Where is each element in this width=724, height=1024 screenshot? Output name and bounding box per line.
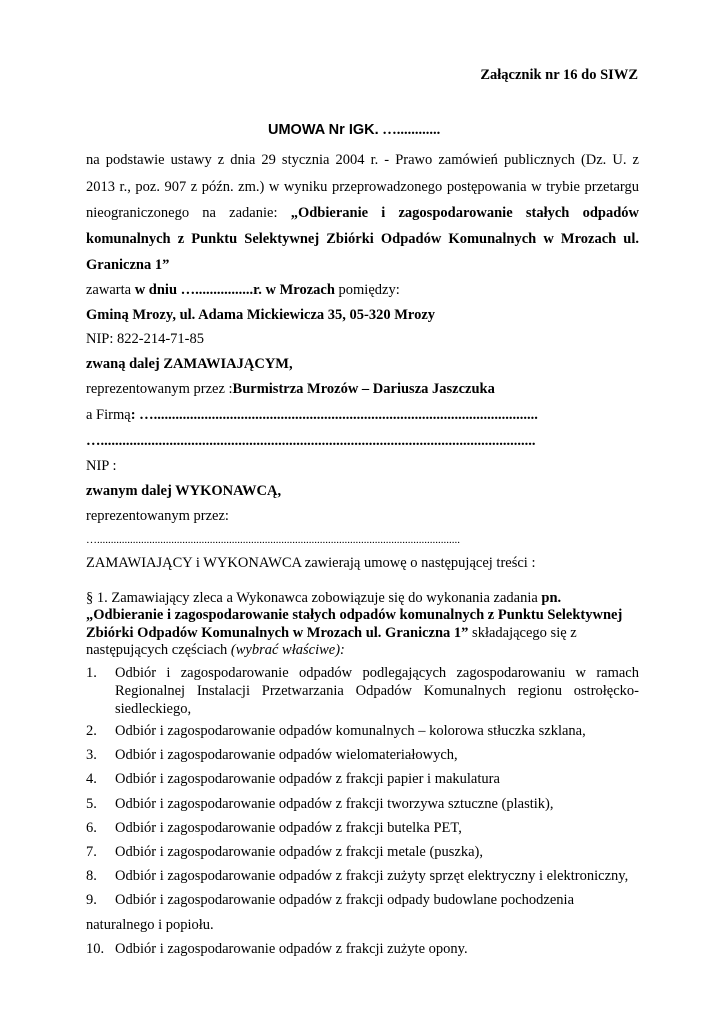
list-item-text: Odbiór i zagospodarowanie odpadów komunalnych – kolorowa stłuczka szklana,: [115, 723, 586, 739]
concluded-normal-2: pomiędzy:: [334, 282, 400, 298]
section1-line-1: [86, 589, 561, 607]
contract-title-dots: …............: [378, 122, 441, 138]
party2-firm-label: a Firmą: [86, 407, 131, 423]
section1-line-4: [86, 641, 345, 659]
intro-line-3-bold: „Odbieranie i zagospodarowanie stałych odpadów: [290, 205, 639, 221]
contract-title-code: IGK.: [348, 122, 379, 138]
party1-called: zwaną dalej ZAMAWIAJĄCYM,: [86, 356, 293, 372]
party1-nip: NIP: 822-214-71-85: [86, 331, 205, 347]
concluded-normal-1: zawarta: [86, 282, 135, 298]
section1-line-2: „Odbieranie i zagospodarowanie stałych odpadów komunalnych z Punktu Selektywnej: [86, 607, 623, 623]
party2-rep-label: reprezentowanym przez:: [86, 508, 229, 524]
list-item-number: 2.: [86, 723, 97, 739]
concluded-date-place: w dniu …................r. w Mrozach: [134, 282, 335, 298]
attachment-label: Załącznik nr 16 do SIWZ: [480, 67, 638, 83]
section1-line-4-italic: (wybrać właściwe):: [230, 642, 345, 658]
list-item-text: Odbiór i zagospodarowanie odpadów wielomateriałowych,: [115, 747, 458, 763]
list-item-text: Odbiór i zagospodarowanie odpadów z frakcji odpady budowlane pochodzenia: [115, 892, 575, 908]
list-item-continuation: naturalnego i popiołu.: [86, 917, 214, 933]
party2-firm-dots: : …..........................................................................................................: [130, 407, 538, 423]
intro-line-1: na podstawie ustawy z dnia 29 stycznia 2004 r. - Prawo zamówień publicznych (Dz. U. z: [86, 152, 639, 168]
party2-firm-dots-2: …........................................................................................................................: [86, 433, 536, 449]
list-item-number: 8.: [86, 868, 97, 884]
section1-line-3: [86, 624, 577, 642]
list-item-text: Odbiór i zagospodarowanie odpadów z frakcji tworzywa sztuczne (plastik),: [115, 796, 554, 812]
party2-called: zwanym dalej WYKONAWCĄ,: [86, 483, 282, 499]
party2-rep-dots: …....................................................................................................................................: [86, 534, 460, 546]
intro-line-5: Graniczna 1”: [86, 257, 170, 273]
contract-title-prefix: UMOWA Nr: [268, 122, 349, 138]
party1-rep-label: reprezentowanym przez :: [86, 381, 233, 397]
party1-representative: [86, 380, 495, 398]
party1-rep-name: Burmistrza Mrozów – Dariusza Jaszczuka: [232, 381, 495, 397]
section1-line-3-normal: składającego się z: [468, 625, 577, 641]
list-item-text: Odbiór i zagospodarowanie odpadów z frakcji papier i makulatura: [115, 771, 500, 787]
section1-line-3-bold: Zbiórki Odpadów Komunalnych w Mrozach ul. Graniczna 1”: [86, 625, 469, 641]
party2-firm: [86, 406, 538, 424]
list-item-text: Odbiór i zagospodarowanie odpadów z frakcji butelka PET,: [115, 820, 462, 836]
party1-name: Gminą Mrozy, ul. Adama Mickiewicza 35, 05-320 Mrozy: [86, 307, 436, 323]
list-item-number: 9.: [86, 892, 97, 908]
intro-line-2: 2013 r., poz. 907 z późn. zm.) w wyniku przeprowadzonego postępowania w trybie przetargu: [86, 179, 639, 195]
concluded-line: [86, 281, 400, 299]
list-item-number: 5.: [86, 796, 97, 812]
list-item-text: Odbiór i zagospodarowanie odpadów z frakcji metale (puszka),: [115, 844, 484, 860]
list-item-text: Odbiór i zagospodarowanie odpadów z frakcji zużyty sprzęt elektryczny i elektroniczny,: [115, 868, 629, 884]
list-item-number: 1.: [86, 665, 97, 681]
intro-line-3-normal: nieograniczonego na zadanie:: [86, 205, 291, 221]
list-item-number: 10.: [86, 941, 105, 957]
party2-nip: NIP :: [86, 458, 117, 474]
list-item-number: 3.: [86, 747, 97, 763]
section1-line-1-bold: pn.: [541, 590, 562, 606]
list-item-text: Odbiór i zagospodarowanie odpadów podlegających zagospodarowaniu w ramach Regionalnej Instalacji Przetwarzania Odpadów Komunalnych regionu ostrołęcko-siedleckiego,: [115, 665, 639, 717]
section1-line-1-normal: § 1. Zamawiający zleca a Wykonawca zobowiązuje się do wykonania zadania: [86, 590, 542, 606]
intro-line-3: [86, 204, 639, 222]
list-item-text: Odbiór i zagospodarowanie odpadów z frakcji zużyte opony.: [115, 941, 468, 957]
list-item-number: 7.: [86, 844, 97, 860]
contract-title: [268, 121, 440, 139]
section1-line-4-normal: następujących częściach: [86, 642, 231, 658]
intro-line-4: komunalnych z Punktu Selektywnej Zbiórki Odpadów Komunalnych w Mrozach ul.: [86, 231, 639, 247]
agreement-statement: ZAMAWIAJĄCY i WYKONAWCA zawierają umowę o następującej treści :: [86, 555, 536, 571]
list-item-number: 4.: [86, 771, 97, 787]
list-item-number: 6.: [86, 820, 97, 836]
